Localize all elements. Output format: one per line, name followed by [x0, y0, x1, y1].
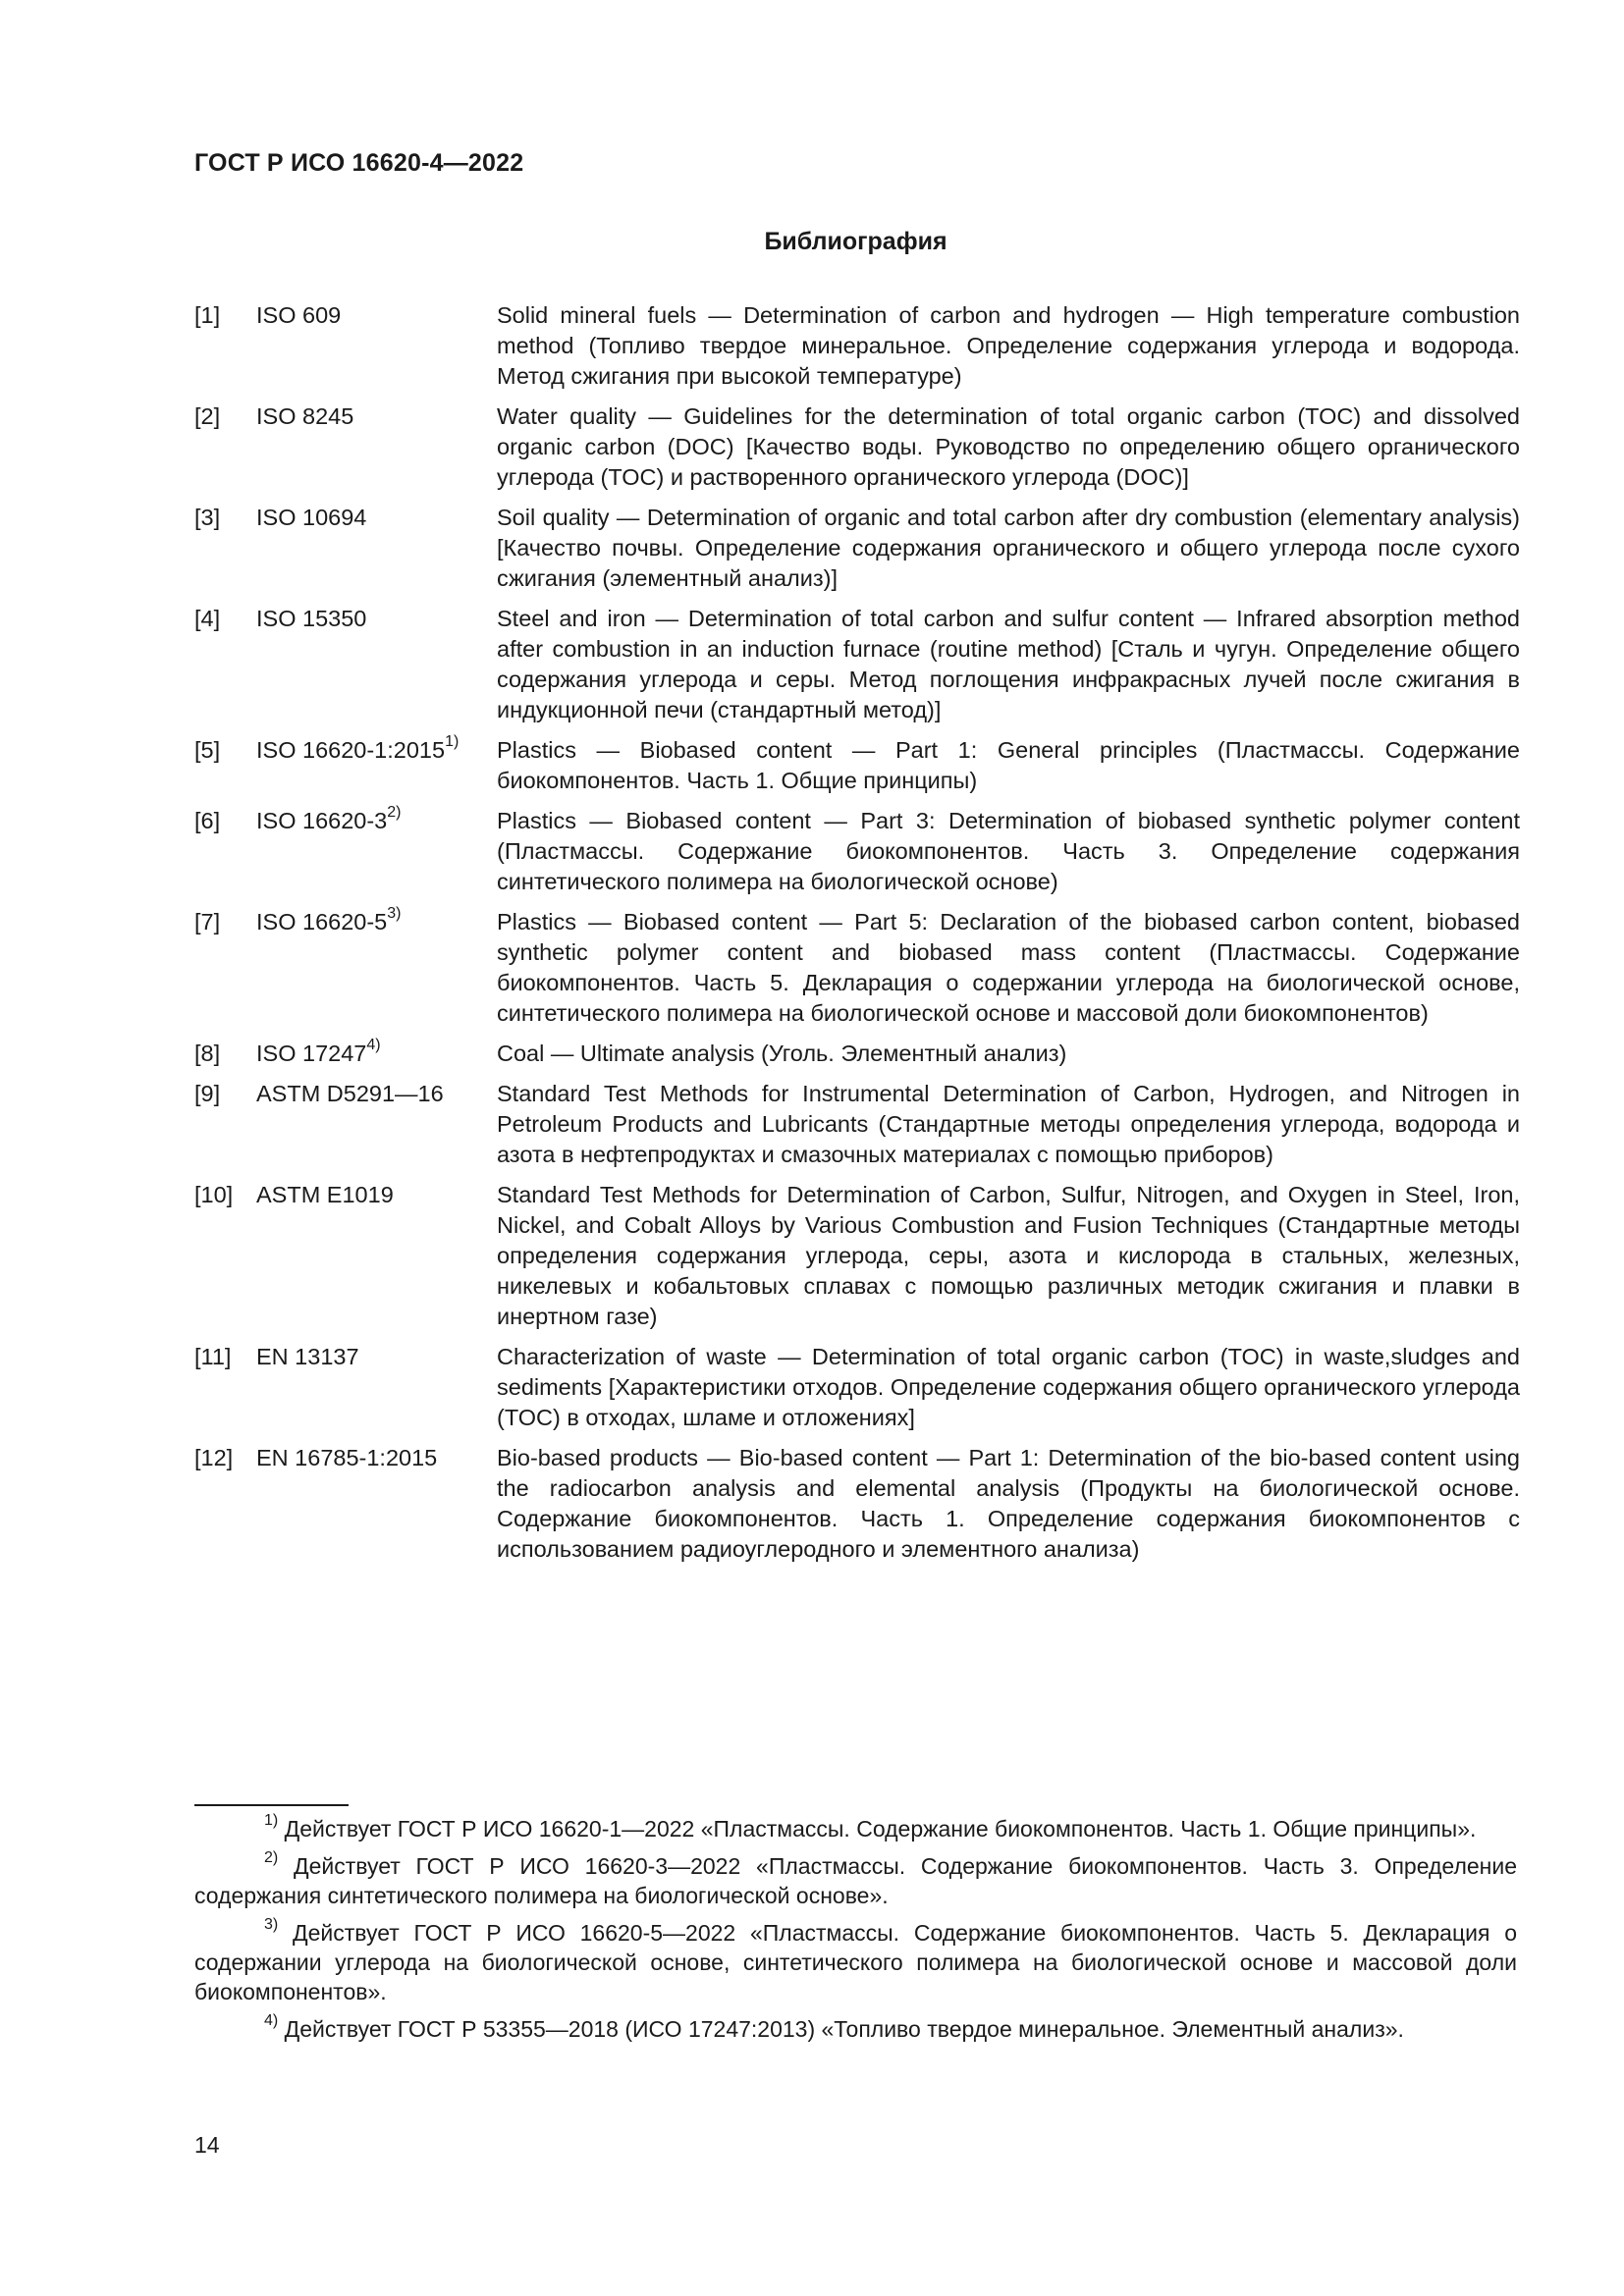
entry-standard-code	[256, 907, 497, 1039]
bibliography-list	[194, 300, 1520, 1575]
footnotes	[194, 1814, 1517, 2052]
entry-code-text: ASTM D5291—16	[256, 1081, 444, 1106]
entry-title: Standard Test Methods for Determination of Carbon, Sulfur, Nitrogen, and Oxygen in Steel, Iron, Nickel, and Cobalt Alloys by Various Combustion and Fusion Techniques (Стандартные методы определения содержания углерода, серы, азота и кислорода в стальных, железных, никелевых и кобальтовых сплавах с помощью различных методик сжигания и плавки в инертном газе)	[497, 1182, 1520, 1329]
entry-code-text: ISO 16620-5	[256, 909, 388, 934]
entry-code-text: EN 13137	[256, 1344, 359, 1369]
footnote-mark: 4)	[264, 2012, 279, 2030]
footnote-text: Действует ГОСТ Р ИСО 16620-1—2022 «Пластмассы. Содержание биокомпонентов. Часть 1. Общие принципы».	[284, 1816, 1477, 1842]
entry-number: [10]	[194, 1182, 234, 1207]
entry-standard-code	[256, 1079, 497, 1180]
entry-code-text: ISO 16620-3	[256, 808, 388, 833]
entry-code-text: ISO 609	[256, 302, 342, 328]
entry-number: [1]	[194, 302, 221, 328]
bibliography-entry	[194, 1443, 1520, 1575]
entry-number: [2]	[194, 403, 221, 429]
entry-title: Standard Test Methods for Instrumental Determination of Carbon, Hydrogen, and Nitrogen in Petroleum Products and Lubricants (Стандартные методы определения углерода, водорода и азота в нефтепродуктах и смазочных материалах с помощью приборов)	[497, 1081, 1520, 1167]
entry-standard-code	[256, 1180, 497, 1342]
page-number: 14	[194, 2132, 220, 2158]
footnote-mark: 3)	[264, 1916, 279, 1934]
footnote	[194, 2014, 1517, 2044]
entry-title: Characterization of waste — Determination of total organic carbon (TOC) in waste,sludges and sediments [Характеристики отходов. Определение содержания общего органического углерода (TOC) в отходах, шламе и отложениях]	[497, 1344, 1520, 1430]
entry-number: [7]	[194, 909, 221, 934]
entry-title: Coal — Ultimate analysis (Уголь. Элементный анализ)	[497, 1041, 1067, 1066]
entry-number: [11]	[194, 1344, 232, 1369]
bibliography-entry	[194, 401, 1520, 503]
footnote	[194, 1814, 1517, 1843]
entry-code-text: ISO 8245	[256, 403, 354, 429]
entry-standard-code	[256, 1039, 497, 1079]
entry-number: [4]	[194, 606, 221, 631]
entry-standard-code	[256, 806, 497, 907]
entry-title: Steel and iron — Determination of total carbon and sulfur content — Infrared absorption method after combustion in an induction furnace (routine method) [Сталь и чугун. Определение общего содержания углерода и серы. Метод поглощения инфракрасных лучей после сжигания в индукционной печи (стандартный метод)]	[497, 606, 1520, 722]
bibliography-entry	[194, 1039, 1520, 1079]
bibliography-body	[194, 300, 1520, 1575]
entry-number: [12]	[194, 1445, 234, 1470]
footnote-mark: 2)	[264, 1849, 279, 1867]
bibliography-entry	[194, 503, 1520, 604]
footnote-ref: 4)	[366, 1037, 381, 1054]
entry-title: Plastics — Biobased content — Part 5: Declaration of the biobased carbon content, biobased synthetic polymer content and biobased mass content (Пластмассы. Содержание биокомпонентов. Часть 5. Декларация о содержании углерода на биологической основе, синтетического полимера на биологической основе и массовой доли биокомпонентов)	[497, 909, 1520, 1026]
bibliography-entry	[194, 300, 1520, 401]
bibliography-entry	[194, 604, 1520, 735]
bibliography-entry	[194, 806, 1520, 907]
entry-standard-code	[256, 1443, 497, 1575]
entry-standard-code	[256, 503, 497, 604]
bibliography-entry	[194, 1180, 1520, 1342]
bibliography-entry	[194, 735, 1520, 806]
bibliography-entry	[194, 907, 1520, 1039]
entry-standard-code	[256, 401, 497, 503]
footnote-text: Действует ГОСТ Р ИСО 16620-5—2022 «Пластмассы. Содержание биокомпонентов. Часть 5. Декларация о содержании углерода на биологической основе, синтетического полимера на биологической основе и массовой доли биокомпонентов».	[194, 1920, 1517, 2004]
footnote-ref: 3)	[387, 905, 402, 923]
footnote-separator	[194, 1804, 349, 1806]
bibliography-entry	[194, 1079, 1520, 1180]
entry-code-text: ISO 17247	[256, 1041, 367, 1066]
footnote-ref: 2)	[387, 804, 402, 822]
entry-code-text: ASTM E1019	[256, 1182, 394, 1207]
footnote-mark: 1)	[264, 1812, 279, 1830]
entry-standard-code	[256, 1342, 497, 1443]
footnote-text: Действует ГОСТ Р 53355—2018 (ИСО 17247:2013) «Топливо твердое минеральное. Элементный анализ».	[284, 2016, 1404, 2042]
entry-title: Bio-based products — Bio-based content — Part 1: Determination of the bio-based content using the radiocarbon analysis and elemental analysis (Продукты на биологической основе. Содержание биокомпонентов. Часть 1. Определение содержания биокомпонентов с использованием радиоуглеродного и элементного анализа)	[497, 1445, 1520, 1562]
entry-code-text: ISO 15350	[256, 606, 367, 631]
footnote-ref: 1)	[445, 733, 460, 751]
document-code-header: ГОСТ Р ИСО 16620-4—2022	[194, 149, 524, 177]
entry-code-text: ISO 16620-1:2015	[256, 737, 446, 763]
entry-number: [6]	[194, 808, 221, 833]
entry-number: [5]	[194, 737, 221, 763]
footnote-text: Действует ГОСТ Р ИСО 16620-3—2022 «Пластмассы. Содержание биокомпонентов. Часть 3. Определение содержания синтетического полимера на биологической основе».	[194, 1853, 1518, 1908]
section-title: Библиография	[764, 228, 947, 255]
footnote	[194, 1851, 1517, 1910]
entry-code-text: ISO 10694	[256, 505, 367, 530]
entry-standard-code	[256, 604, 497, 735]
entry-title: Water quality — Guidelines for the determination of total organic carbon (TOC) and dissolved organic carbon (DOC) [Качество воды. Руководство по определению общего органического углерода (TOC) и растворенного органического углерода (DOC)]	[497, 403, 1520, 490]
entry-title: Soil quality — Determination of organic and total carbon after dry combustion (elementary analysis) [Качество почвы. Определение содержания органического и общего углерода после сухого сжигания (элементный анализ)]	[497, 505, 1520, 591]
footnote	[194, 1918, 1517, 2006]
bibliography-entry	[194, 1342, 1520, 1443]
entry-title: Solid mineral fuels — Determination of carbon and hydrogen — High temperature combustion method (Топливо твердое минеральное. Определение содержания углерода и водорода. Метод сжигания при высокой температуре)	[497, 302, 1520, 389]
entry-number: [9]	[194, 1081, 221, 1106]
entry-standard-code	[256, 300, 497, 401]
entry-number: [3]	[194, 505, 221, 530]
entry-code-text: EN 16785-1:2015	[256, 1445, 438, 1470]
entry-number: [8]	[194, 1041, 221, 1066]
entry-standard-code	[256, 735, 497, 806]
entry-title: Plastics — Biobased content — Part 1: General principles (Пластмассы. Содержание биокомпонентов. Часть 1. Общие принципы)	[497, 737, 1520, 793]
entry-title: Plastics — Biobased content — Part 3: Determination of biobased synthetic polymer content (Пластмассы. Содержание биокомпонентов. Часть 3. Определение содержания синтетического полимера на биологической основе)	[497, 808, 1520, 894]
